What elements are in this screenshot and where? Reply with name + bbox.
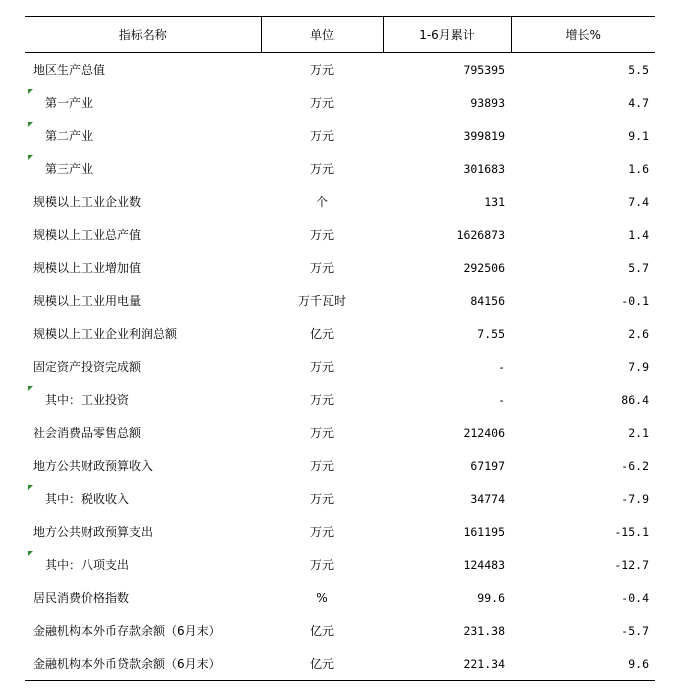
- indicator-name: 金融机构本外币贷款余额（6月末）: [33, 657, 221, 671]
- table-row: [25, 614, 655, 647]
- unit-cell: 万元: [309, 96, 334, 110]
- table-row: [25, 86, 655, 119]
- cumulative-value-cell: 1626873: [456, 227, 505, 242]
- cumulative-value-cell: 131: [484, 194, 505, 209]
- cumulative-value-cell: 34774: [470, 491, 505, 506]
- table-row: [25, 482, 655, 515]
- indicator-name: 其中：工业投资: [45, 393, 130, 407]
- cumulative-value-cell: 67197: [470, 458, 505, 473]
- indicator-name: 地方公共财政预算收入: [33, 459, 154, 473]
- cumulative-value-cell: 231.38: [463, 623, 505, 638]
- indicator-name-cell: [25, 515, 261, 548]
- indicator-name: 第二产业: [45, 129, 94, 143]
- indicator-name-cell: [25, 86, 261, 119]
- indicator-name-cell: [25, 482, 261, 515]
- indicator-name: 第一产业: [45, 96, 94, 110]
- indicator-name-cell: [25, 647, 261, 681]
- indicator-name-cell: [25, 548, 261, 581]
- indicator-name: 其中：八项支出: [45, 558, 130, 572]
- unit-cell: 亿元: [309, 624, 334, 638]
- indicator-name-cell: [25, 416, 261, 449]
- unit-cell: 万元: [309, 426, 334, 440]
- green-triangle-marker-icon: [28, 386, 33, 391]
- table-row: [25, 119, 655, 152]
- table-row: [25, 251, 655, 284]
- table-row: [25, 152, 655, 185]
- unit-cell: 万元: [309, 228, 334, 242]
- growth-value-cell: 5.5: [628, 62, 649, 77]
- growth-value-cell: 9.1: [628, 128, 649, 143]
- growth-value-cell: 9.6: [511, 647, 655, 681]
- unit-cell: 亿元: [309, 327, 334, 341]
- green-triangle-marker-icon: [28, 89, 33, 94]
- table-row: [25, 185, 655, 218]
- growth-value-cell: 7.4: [628, 194, 649, 209]
- green-triangle-marker-icon: [28, 122, 33, 127]
- cumulative-value-cell: 795395: [463, 62, 505, 77]
- table-row: [25, 416, 655, 449]
- indicator-name: 地方公共财政预算支出: [33, 525, 154, 539]
- cumulative-value-cell: 221.34: [383, 647, 511, 681]
- table-row: [25, 647, 655, 681]
- cumulative-value-cell: 93893: [470, 95, 505, 110]
- indicator-name-cell: [25, 350, 261, 383]
- growth-value-cell: -12.7: [614, 557, 649, 572]
- indicator-name: 固定资产投资完成额: [33, 360, 142, 374]
- indicator-name: 规模以上工业用电量: [33, 294, 142, 308]
- growth-value-cell: -5.7: [621, 623, 649, 638]
- cumulative-value-cell: -: [498, 359, 505, 374]
- table-row: [25, 515, 655, 548]
- indicator-name: 规模以上工业总产值: [33, 228, 142, 242]
- indicator-name: 其中：税收收入: [45, 492, 130, 506]
- indicator-name: 第三产业: [45, 162, 94, 176]
- unit-cell: 万元: [309, 525, 334, 539]
- cumulative-value-cell: 124483: [463, 557, 505, 572]
- unit-cell: 亿元: [261, 647, 383, 681]
- growth-value-cell: 2.1: [628, 425, 649, 440]
- cumulative-value-cell: 7.55: [477, 326, 505, 341]
- indicator-name-cell: [25, 251, 261, 284]
- unit-cell: 万元: [309, 129, 334, 143]
- unit-cell: 万元: [309, 492, 334, 506]
- unit-cell: %: [316, 590, 328, 605]
- indicator-name-cell: [25, 185, 261, 218]
- unit-cell: 万元: [309, 360, 334, 374]
- indicator-name-cell: [25, 383, 261, 416]
- table-row: [25, 317, 655, 350]
- indicator-name-cell: [25, 581, 261, 614]
- unit-cell: 万元: [309, 393, 334, 407]
- growth-value-cell: 86.4: [621, 392, 649, 407]
- indicator-name-cell: [25, 218, 261, 251]
- table-row: [25, 350, 655, 383]
- unit-cell: 万元: [309, 261, 334, 275]
- table-body: [25, 53, 655, 681]
- growth-value-cell: 1.4: [628, 227, 649, 242]
- indicator-name: 地区生产总值: [33, 63, 106, 77]
- growth-value-cell: 5.7: [628, 260, 649, 275]
- indicator-name-cell: [25, 53, 261, 87]
- cumulative-value-cell: 84156: [470, 293, 505, 308]
- unit-cell: 个: [315, 195, 328, 209]
- green-triangle-marker-icon: [28, 551, 33, 556]
- unit-cell: 万元: [309, 459, 334, 473]
- unit-cell: 万元: [309, 162, 334, 176]
- green-triangle-marker-icon: [28, 485, 33, 490]
- header-growth: 增长%: [511, 17, 655, 53]
- growth-value-cell: -7.9: [621, 491, 649, 506]
- indicator-name-cell: [25, 152, 261, 185]
- growth-value-cell: 2.6: [628, 326, 649, 341]
- header-unit: 单位: [261, 17, 383, 53]
- growth-value-cell: -15.1: [614, 524, 649, 539]
- header-row: [25, 17, 655, 53]
- growth-value-cell: -0.4: [621, 590, 649, 605]
- unit-cell: 万元: [309, 558, 334, 572]
- indicator-name-cell: [25, 614, 261, 647]
- growth-value-cell: 7.9: [628, 359, 649, 374]
- cumulative-value-cell: 292506: [463, 260, 505, 275]
- growth-value-cell: 4.7: [628, 95, 649, 110]
- unit-cell: 万千瓦时: [297, 294, 346, 308]
- growth-value-cell: 1.6: [628, 161, 649, 176]
- cumulative-value-cell: 161195: [463, 524, 505, 539]
- table-row: [25, 383, 655, 416]
- cumulative-value-cell: 301683: [463, 161, 505, 176]
- indicator-name: 规模以上工业增加值: [33, 261, 142, 275]
- indicator-name-cell: [25, 317, 261, 350]
- green-triangle-marker-icon: [28, 155, 33, 160]
- growth-value-cell: -6.2: [621, 458, 649, 473]
- growth-value-cell: -0.1: [621, 293, 649, 308]
- indicator-name: 规模以上工业企业数: [33, 195, 142, 209]
- indicator-name: 社会消费品零售总额: [33, 426, 142, 440]
- header-indicator-name: 指标名称: [25, 17, 261, 53]
- indicator-name: 金融机构本外币存款余额（6月末）: [33, 624, 221, 638]
- table-row: [25, 581, 655, 614]
- table-row: [25, 218, 655, 251]
- table-row: [25, 449, 655, 482]
- table-row: [25, 548, 655, 581]
- header-cumulative: 1-6月累计: [383, 17, 511, 53]
- indicator-name-cell: [25, 119, 261, 152]
- statistics-table: [25, 16, 655, 681]
- cumulative-value-cell: -: [498, 392, 505, 407]
- indicator-name: 居民消费价格指数: [33, 591, 130, 605]
- table-row: [25, 53, 655, 87]
- indicator-name-cell: [25, 284, 261, 317]
- unit-cell: 万元: [309, 63, 334, 77]
- cumulative-value-cell: 399819: [463, 128, 505, 143]
- indicator-name-cell: [25, 449, 261, 482]
- cumulative-value-cell: 99.6: [477, 590, 505, 605]
- table-row: [25, 284, 655, 317]
- indicator-name: 规模以上工业企业利润总额: [33, 327, 178, 341]
- cumulative-value-cell: 212406: [463, 425, 505, 440]
